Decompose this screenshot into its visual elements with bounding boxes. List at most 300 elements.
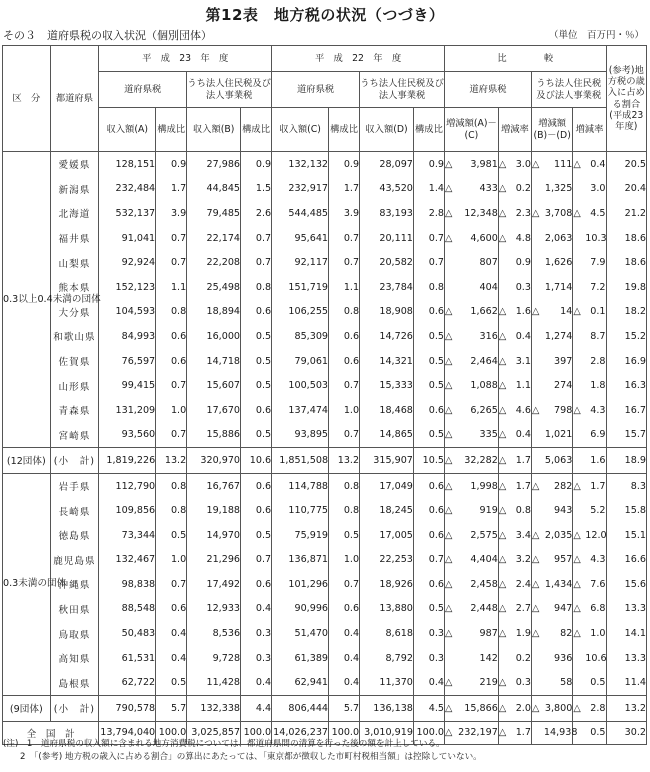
row-cell-d1: △: [445, 373, 457, 398]
row-cell-ref: 13.3: [606, 646, 646, 671]
row-cell-d: 11,370: [360, 670, 414, 695]
row-cell-ac: 3,981: [457, 152, 498, 177]
row-cell-d2: △: [498, 423, 510, 448]
row-cell-bdr: 7.9: [585, 250, 606, 275]
row-cell-dr: 0.5: [413, 423, 444, 448]
row-cell-bd: 1,021: [544, 423, 573, 448]
row-cell-bdr: 4.3: [585, 548, 606, 573]
row-cell-d1: △: [445, 473, 457, 498]
row-cell-cr: 0.5: [329, 523, 360, 548]
row-cell-d4: [573, 324, 585, 349]
subtotal-cell-d2: △: [498, 448, 510, 474]
row-cell-ac: 2,464: [457, 349, 498, 374]
row-cell-d3: △: [531, 473, 543, 498]
row-cell-c: 61,389: [272, 646, 329, 671]
row-cell-d2: △: [498, 324, 510, 349]
header-ratio-a: 構成比: [156, 108, 187, 152]
row-cell-dr: 0.9: [413, 152, 444, 177]
row-cell-br: 0.5: [241, 373, 272, 398]
subtotal-cell-d2: △: [498, 696, 510, 722]
row-cell-d: 20,111: [360, 226, 414, 251]
row-cell-d1: △: [445, 152, 457, 177]
row-cell-ref: 11.4: [606, 670, 646, 695]
row-cell-d1: △: [445, 670, 457, 695]
row-cell-d3: △: [531, 597, 543, 622]
row-cell-br: 1.5: [241, 177, 272, 202]
row-cell-ac: 4,600: [457, 226, 498, 251]
row-cell-acr: 3.1: [511, 349, 532, 374]
row-cell-bd: 282: [544, 473, 573, 498]
prefecture-name: 徳島県: [50, 523, 99, 548]
row-cell-ar: 0.5: [156, 670, 187, 695]
row-cell-c: 101,296: [272, 572, 329, 597]
row-cell-d3: △: [531, 152, 543, 177]
row-cell-d1: △: [445, 523, 457, 548]
footnote-1: (注) 1 道府県税の収入額に含まれる地方消費税については、都道府県間の清算を行った後の額を計上している。: [3, 739, 445, 749]
row-cell-acr: 0.4: [511, 423, 532, 448]
row-cell-acr: 0.2: [511, 646, 532, 671]
row-cell-ar: 0.7: [156, 250, 187, 275]
row-cell-cr: 1.0: [329, 398, 360, 423]
subtotal-cell-d3: [531, 448, 543, 474]
row-cell-dr: 0.4: [413, 670, 444, 695]
header-rate-bd: 増減率: [573, 108, 606, 152]
row-cell-ar: 0.8: [156, 300, 187, 325]
row-cell-d1: △: [445, 423, 457, 448]
subtotal-cell-d4: [573, 448, 585, 474]
row-cell-d2: △: [498, 523, 510, 548]
row-cell-ref: 16.7: [606, 398, 646, 423]
row-cell-d4: △: [573, 572, 585, 597]
row-cell-cr: 0.4: [329, 646, 360, 671]
row-cell-bd: 1,325: [544, 177, 573, 202]
row-cell-acr: 4.8: [511, 226, 532, 251]
row-cell-b: 44,845: [187, 177, 241, 202]
row-cell-c: 544,485: [272, 201, 329, 226]
group-label: 0.3以上0.4未満の団体: [3, 152, 51, 448]
row-cell-ref: 18.6: [606, 250, 646, 275]
row-cell-ref: 15.8: [606, 498, 646, 523]
row-cell-d4: △: [573, 597, 585, 622]
table-row: [3, 473, 647, 498]
row-cell-acr: 3.2: [511, 548, 532, 573]
row-cell-acr: 2.3: [511, 201, 532, 226]
row-cell-d1: △: [445, 324, 457, 349]
total-cell-ar: 100.0: [156, 721, 187, 744]
row-cell-d4: [573, 498, 585, 523]
row-cell-d: 18,468: [360, 398, 414, 423]
subtotal-cell-a: 1,819,226: [99, 448, 156, 474]
prefecture-name: 愛媛県: [50, 152, 99, 177]
row-cell-d4: △: [573, 398, 585, 423]
header-pref-tax-23: 道府県税: [99, 72, 187, 108]
row-cell-bd: 2,063: [544, 226, 573, 251]
row-cell-d: 18,245: [360, 498, 414, 523]
row-cell-c: 114,788: [272, 473, 329, 498]
row-cell-ar: 0.7: [156, 373, 187, 398]
header-prefecture: 都道府県: [50, 46, 99, 152]
subtotal-cell-b: 320,970: [187, 448, 241, 474]
row-cell-ar: 0.7: [156, 572, 187, 597]
row-cell-dr: 0.3: [413, 621, 444, 646]
row-cell-ar: 0.9: [156, 152, 187, 177]
row-cell-a: 91,041: [99, 226, 156, 251]
header-rev-b: 収入額(B): [187, 108, 241, 152]
row-cell-ac: 4,404: [457, 548, 498, 573]
row-cell-d4: △: [573, 548, 585, 573]
prefecture-name: 山梨県: [50, 250, 99, 275]
row-cell-cr: 0.4: [329, 621, 360, 646]
row-cell-bd: 2,035: [544, 523, 573, 548]
row-cell-c: 232,917: [272, 177, 329, 202]
row-cell-cr: 0.6: [329, 597, 360, 622]
row-cell-b: 14,970: [187, 523, 241, 548]
prefecture-name: 高知県: [50, 646, 99, 671]
subtotal-group-count: (9団体): [3, 696, 51, 722]
table-row: [3, 201, 647, 226]
row-cell-d: 8,792: [360, 646, 414, 671]
row-cell-acr: 0.2: [511, 177, 532, 202]
row-cell-d: 17,005: [360, 523, 414, 548]
row-cell-bdr: 1.8: [585, 373, 606, 398]
row-cell-bd: 943: [544, 498, 573, 523]
row-cell-ar: 0.4: [156, 646, 187, 671]
subtotal-cell-ref: 18.9: [606, 448, 646, 474]
row-cell-d3: △: [531, 523, 543, 548]
header-rate-ac: 増減率: [498, 108, 531, 152]
row-cell-d4: △: [573, 201, 585, 226]
row-cell-dr: 0.6: [413, 523, 444, 548]
subtotal-cell-d3: △: [531, 696, 543, 722]
row-cell-ref: 16.6: [606, 548, 646, 573]
subtotal-cell-ar: 13.2: [156, 448, 187, 474]
row-cell-d3: [531, 275, 543, 300]
row-cell-d3: △: [531, 300, 543, 325]
prefecture-name: 山形県: [50, 373, 99, 398]
row-cell-d3: △: [531, 621, 543, 646]
table-row: [3, 572, 647, 597]
row-cell-d4: [573, 670, 585, 695]
row-cell-c: 85,309: [272, 324, 329, 349]
subtotal-cell-bdr: 2.8: [585, 696, 606, 722]
row-cell-ac: 2,458: [457, 572, 498, 597]
subtotal-cell-ac: 32,282: [457, 448, 498, 474]
row-cell-acr: 2.4: [511, 572, 532, 597]
row-cell-ar: 0.8: [156, 498, 187, 523]
total-label: 全 国 計: [3, 721, 99, 744]
row-cell-ar: 0.6: [156, 597, 187, 622]
row-cell-bd: 397: [544, 349, 573, 374]
row-cell-b: 25,498: [187, 275, 241, 300]
row-cell-br: 0.7: [241, 226, 272, 251]
row-cell-c: 62,941: [272, 670, 329, 695]
row-cell-acr: 3.4: [511, 523, 532, 548]
row-cell-d: 13,880: [360, 597, 414, 622]
prefecture-name: 熊本県: [50, 275, 99, 300]
row-cell-d1: [445, 646, 457, 671]
footnotes: [3, 738, 482, 764]
header-corp-tax-cmp: うち法人住民税及び法人事業税: [531, 72, 606, 108]
subtotal-cell-br: 10.6: [241, 448, 272, 474]
row-cell-bd: 1,626: [544, 250, 573, 275]
group-label: 0.3未満の団体: [3, 473, 51, 695]
row-cell-ref: 15.1: [606, 523, 646, 548]
prefecture-name: 福井県: [50, 226, 99, 251]
row-cell-bdr: 0.4: [585, 152, 606, 177]
row-cell-d: 14,321: [360, 349, 414, 374]
row-cell-acr: 2.7: [511, 597, 532, 622]
row-cell-dr: 0.5: [413, 349, 444, 374]
row-cell-d2: △: [498, 349, 510, 374]
header-rev-a: 収入額(A): [99, 108, 156, 152]
row-cell-a: 88,548: [99, 597, 156, 622]
table-row: [3, 324, 647, 349]
subtotal-cell-bd: 3,800: [544, 696, 573, 722]
row-cell-ac: 807: [457, 250, 498, 275]
row-cell-dr: 0.6: [413, 572, 444, 597]
row-cell-ac: 6,265: [457, 398, 498, 423]
tax-revenue-table: [2, 45, 647, 745]
header-reference: (参考)地方税の歳入に占める割合(平成23年度): [606, 46, 646, 152]
row-cell-ac: 404: [457, 275, 498, 300]
row-cell-br: 0.5: [241, 324, 272, 349]
row-cell-dr: 0.6: [413, 498, 444, 523]
row-cell-ac: 433: [457, 177, 498, 202]
table-row: [3, 670, 647, 695]
row-cell-d3: [531, 423, 543, 448]
row-cell-ref: 20.5: [606, 152, 646, 177]
row-cell-d1: △: [445, 572, 457, 597]
row-cell-b: 14,718: [187, 349, 241, 374]
row-cell-dr: 0.3: [413, 646, 444, 671]
row-cell-d2: △: [498, 152, 510, 177]
page-title: 第12表 地方税の状況（つづき）: [205, 6, 445, 24]
header-diff-bd: 増減額(B)－(D): [531, 108, 572, 152]
footnote-2: 2 「(参考) 地方税の歳入に占める割合」の算出にあたっては、「東京都が徴収した市町村税相当額」は控除していない。: [20, 752, 482, 762]
row-cell-cr: 0.7: [329, 572, 360, 597]
row-cell-bd: 111: [544, 152, 573, 177]
header-compare: 比 較: [445, 46, 607, 72]
header-diff-ac: 増減額(A)－(C): [445, 108, 499, 152]
row-cell-d1: △: [445, 300, 457, 325]
row-cell-a: 92,924: [99, 250, 156, 275]
row-cell-ar: 1.0: [156, 398, 187, 423]
row-cell-br: 0.5: [241, 349, 272, 374]
total-cell-cr: 100.0: [329, 721, 360, 744]
table-row: [3, 349, 647, 374]
subtotal-cell-c: 1,851,508: [272, 448, 329, 474]
unit-label: （単位 百万円・％）: [548, 30, 644, 41]
row-cell-d: 8,618: [360, 621, 414, 646]
row-cell-d3: △: [531, 201, 543, 226]
row-cell-d4: [573, 373, 585, 398]
prefecture-name: 宮崎県: [50, 423, 99, 448]
header-corp-tax-23: うち法人住民税及び法人事業税: [187, 72, 272, 108]
total-cell-ac: 232,197: [457, 721, 498, 744]
table-row: [3, 548, 647, 573]
row-cell-d: 22,253: [360, 548, 414, 573]
prefecture-name: 鳥取県: [50, 621, 99, 646]
row-cell-dr: 0.6: [413, 300, 444, 325]
row-cell-a: 84,993: [99, 324, 156, 349]
row-cell-d4: △: [573, 300, 585, 325]
row-cell-d: 28,097: [360, 152, 414, 177]
subtotal-cell-d4: △: [573, 696, 585, 722]
row-cell-b: 12,933: [187, 597, 241, 622]
row-cell-bdr: 6.9: [585, 423, 606, 448]
row-cell-acr: 1.6: [511, 300, 532, 325]
row-cell-ac: 919: [457, 498, 498, 523]
row-cell-d4: [573, 226, 585, 251]
row-cell-d: 14,865: [360, 423, 414, 448]
header-ratio-c: 構成比: [329, 108, 360, 152]
prefecture-name: 和歌山県: [50, 324, 99, 349]
row-cell-b: 15,607: [187, 373, 241, 398]
subtotal-cell-bd: 5,063: [544, 448, 573, 474]
row-cell-acr: 1.7: [511, 473, 532, 498]
row-cell-ar: 0.5: [156, 523, 187, 548]
row-cell-dr: 1.4: [413, 177, 444, 202]
header-pref-tax-cmp: 道府県税: [445, 72, 532, 108]
row-cell-acr: 1.9: [511, 621, 532, 646]
table-row: [3, 250, 647, 275]
row-cell-b: 16,000: [187, 324, 241, 349]
row-cell-b: 18,894: [187, 300, 241, 325]
table-row: [3, 177, 647, 202]
row-cell-c: 79,061: [272, 349, 329, 374]
prefecture-name: 秋田県: [50, 597, 99, 622]
row-cell-d: 18,908: [360, 300, 414, 325]
row-cell-ac: 2,575: [457, 523, 498, 548]
row-cell-d3: △: [531, 398, 543, 423]
row-cell-bd: 58: [544, 670, 573, 695]
table-subtitle: その３ 道府県税の収入状況（個別団体）: [3, 29, 212, 42]
row-cell-bd: 14: [544, 300, 573, 325]
row-cell-br: 0.4: [241, 670, 272, 695]
row-cell-d1: △: [445, 621, 457, 646]
row-cell-d1: [445, 275, 457, 300]
row-cell-d2: △: [498, 177, 510, 202]
row-cell-d2: △: [498, 201, 510, 226]
total-cell-bdr: 0.5: [585, 721, 606, 744]
row-cell-d2: △: [498, 373, 510, 398]
row-cell-d2: △: [498, 300, 510, 325]
subtotal-row: [3, 448, 647, 474]
prefecture-name: 岩手県: [50, 473, 99, 498]
row-cell-ar: 3.9: [156, 201, 187, 226]
total-cell-acr: 1.7: [511, 721, 532, 744]
row-cell-b: 17,492: [187, 572, 241, 597]
row-cell-d4: [573, 646, 585, 671]
row-cell-dr: 0.6: [413, 473, 444, 498]
row-cell-d4: △: [573, 473, 585, 498]
row-cell-d2: △: [498, 548, 510, 573]
row-cell-br: 0.7: [241, 250, 272, 275]
row-cell-d3: [531, 250, 543, 275]
row-cell-ref: 13.3: [606, 597, 646, 622]
row-cell-bdr: 2.8: [585, 349, 606, 374]
row-cell-d: 14,726: [360, 324, 414, 349]
row-cell-ref: 16.9: [606, 349, 646, 374]
row-cell-d4: [573, 423, 585, 448]
row-cell-ar: 0.7: [156, 226, 187, 251]
row-cell-bd: 1,714: [544, 275, 573, 300]
row-cell-bd: 936: [544, 646, 573, 671]
subtotal-cell-dr: 4.5: [413, 696, 444, 722]
subtotal-label: (小 計): [50, 448, 99, 474]
row-cell-b: 19,188: [187, 498, 241, 523]
row-cell-ac: 987: [457, 621, 498, 646]
subtotal-cell-d: 315,907: [360, 448, 414, 474]
row-cell-d: 83,193: [360, 201, 414, 226]
row-cell-b: 22,208: [187, 250, 241, 275]
row-cell-d2: [498, 275, 510, 300]
row-cell-d3: [531, 373, 543, 398]
row-cell-d3: [531, 670, 543, 695]
row-cell-cr: 1.0: [329, 548, 360, 573]
row-cell-bd: 1,434: [544, 572, 573, 597]
row-cell-br: 0.5: [241, 423, 272, 448]
row-cell-d3: [531, 226, 543, 251]
row-cell-ac: 142: [457, 646, 498, 671]
row-cell-d3: △: [531, 548, 543, 573]
row-cell-ar: 1.1: [156, 275, 187, 300]
row-cell-c: 151,719: [272, 275, 329, 300]
row-cell-br: 0.4: [241, 597, 272, 622]
row-cell-dr: 0.7: [413, 250, 444, 275]
row-cell-a: 76,597: [99, 349, 156, 374]
row-cell-b: 8,536: [187, 621, 241, 646]
row-cell-bdr: 7.6: [585, 572, 606, 597]
total-cell-d2: △: [498, 721, 510, 744]
row-cell-cr: 0.4: [329, 670, 360, 695]
row-cell-acr: 0.3: [511, 670, 532, 695]
row-cell-d2: [498, 646, 510, 671]
row-cell-bdr: 1.7: [585, 473, 606, 498]
row-cell-ac: 1,088: [457, 373, 498, 398]
header-corp-tax-22: うち法人住民税及び法人事業税: [360, 72, 445, 108]
row-cell-bd: 3,708: [544, 201, 573, 226]
row-cell-bdr: 6.8: [585, 597, 606, 622]
row-cell-d3: △: [531, 572, 543, 597]
subtotal-cell-bdr: 1.6: [585, 448, 606, 474]
row-cell-acr: 0.4: [511, 324, 532, 349]
row-cell-br: 0.6: [241, 473, 272, 498]
row-cell-a: 532,137: [99, 201, 156, 226]
row-cell-d: 43,520: [360, 177, 414, 202]
row-cell-dr: 0.7: [413, 226, 444, 251]
row-cell-ar: 0.6: [156, 349, 187, 374]
row-cell-a: 93,560: [99, 423, 156, 448]
row-cell-cr: 0.8: [329, 498, 360, 523]
row-cell-a: 50,483: [99, 621, 156, 646]
row-cell-dr: 0.6: [413, 398, 444, 423]
row-cell-bdr: 10.6: [585, 646, 606, 671]
row-cell-acr: 1.1: [511, 373, 532, 398]
row-cell-cr: 0.6: [329, 324, 360, 349]
row-cell-a: 104,593: [99, 300, 156, 325]
row-cell-d3: [531, 498, 543, 523]
row-cell-c: 110,775: [272, 498, 329, 523]
table-row: [3, 498, 647, 523]
row-cell-a: 109,856: [99, 498, 156, 523]
row-cell-br: 0.9: [241, 152, 272, 177]
row-cell-b: 11,428: [187, 670, 241, 695]
row-cell-acr: 0.3: [511, 275, 532, 300]
row-cell-d1: △: [445, 226, 457, 251]
row-cell-cr: 0.7: [329, 226, 360, 251]
row-cell-ac: 219: [457, 670, 498, 695]
